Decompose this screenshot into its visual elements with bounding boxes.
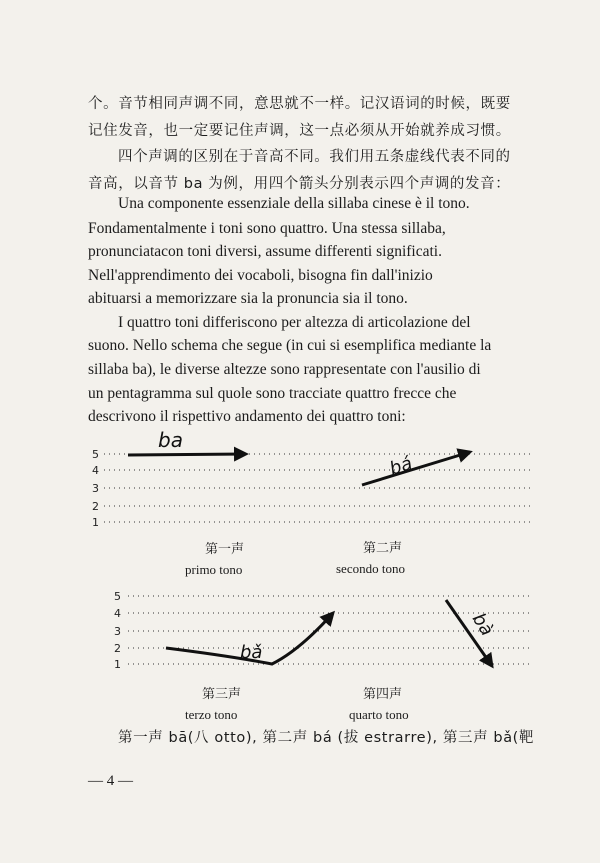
level-label-2: 2 [92,500,99,513]
tone2-caption-it: secondo tono [336,561,405,576]
zh-para1-line1: 个。音节相同声调不同，意思就不一样。记汉语词的时候，既要 [88,96,511,112]
level-label-4-lower: 4 [114,607,121,620]
it-para1-line5: abituarsi a memorizzare sia la pronuncia sia il tono. [88,290,408,307]
upper-staff [92,448,530,529]
it-para1-line4: Nell'apprendimento dei vocaboli, bisogna fin dall'inizio [88,267,433,284]
level-label-4: 4 [92,464,99,477]
level-label-1-lower: 1 [114,658,121,671]
tone3-caption-it: terzo tono [185,707,238,722]
tone4-caption-it: quarto tono [349,707,409,722]
page-number: — 4 — [88,773,133,789]
tone1-caption-zh: 第一声 [205,542,245,557]
it-para2-line3: sillaba ba), le diverse altezze sono rappresentate con l'ausilio di [88,361,481,378]
zh-para2-line2: 音高，以音节 ba 为例，用四个箭头分别表示四个声调的发音： [88,176,511,192]
level-label-2-lower: 2 [114,642,121,655]
level-label-3: 3 [92,482,99,495]
it-para1-line1: Una componente essenziale della sillaba cinese è il tono. [118,195,470,212]
tone1-arrow [128,454,246,455]
tone4-syllable: bà [467,609,498,640]
tone2-arrow [362,452,470,485]
tone2-syllable: bá [387,452,415,480]
it-para2-line2: suono. Nello schema che segue (in cui si esemplifica mediante la [88,337,492,354]
tone1-caption-it: primo tono [185,562,243,577]
tone2-caption-zh: 第二声 [363,541,403,556]
level-label-1: 1 [92,516,99,529]
tone3-caption-zh: 第三声 [202,687,242,702]
level-label-3-lower: 3 [114,625,121,638]
it-para1-line3: pronunciatacon toni diversi, assume differenti significati. [88,243,442,260]
zh-para1-line2: 记住发音，也一定要记住声调，这一点必须从开始就养成习惯。 [88,123,511,139]
level-label-5-lower: 5 [114,590,121,603]
it-para1-line2: Fondamentalmente i toni sono quattro. Una stessa sillaba, [88,220,446,237]
tone4-caption-zh: 第四声 [363,687,403,702]
it-para2-line4: un pentagramma sul quole sono tracciate quattro frecce che [88,385,457,402]
tone-examples-line: 第一声 bā(八 otto), 第二声 bá (拔 estrarre), 第三声 bǎ(靶 [118,730,535,746]
level-label-5: 5 [92,448,99,461]
it-para2-line5: descrivono il rispettivo andamento dei quattro toni: [88,408,406,425]
it-para2-line1: I quattro toni differiscono per altezza di articolazione del [118,314,471,331]
zh-para2-line1: 四个声调的区别在于音高不同。我们用五条虚线代表不同的 [118,149,511,165]
tone1-syllable: ba [158,428,183,452]
tone3-syllable: bǎ [240,642,263,663]
